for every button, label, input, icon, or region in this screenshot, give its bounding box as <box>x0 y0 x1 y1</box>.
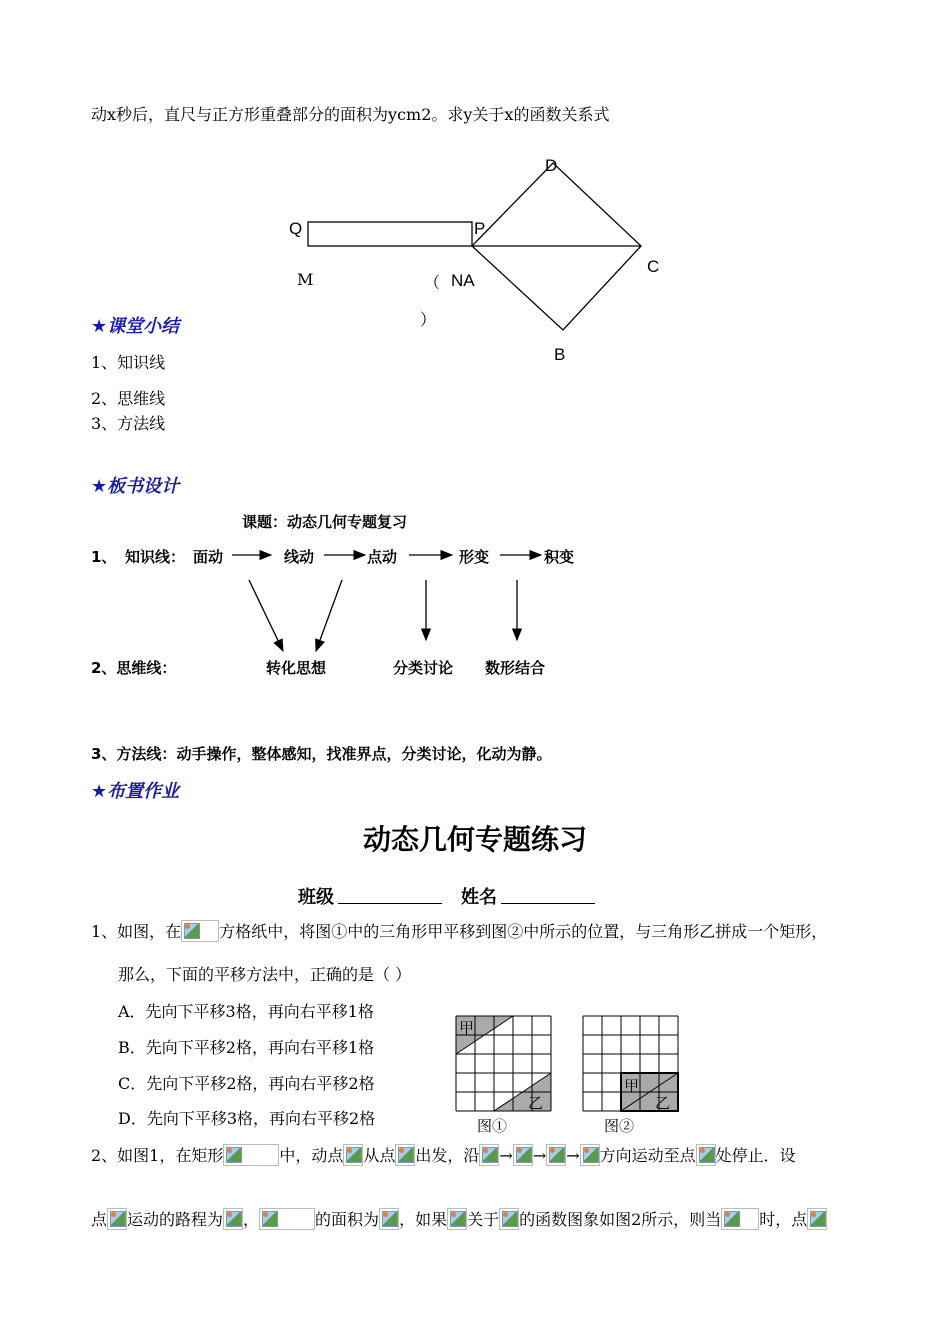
broken-image-icon <box>546 1144 566 1166</box>
class-label: 班级 <box>298 887 334 908</box>
q2-text: 中，动点 <box>279 1146 344 1165</box>
q1-line1 <box>91 919 827 942</box>
board-topic: 课题：动态几何专题复习 <box>242 513 408 531</box>
arrow-glyph: → <box>566 1146 580 1165</box>
q2-text: 方向运动至点 <box>599 1146 696 1165</box>
q2-text: 2、如图1，在矩形 <box>91 1146 224 1165</box>
summary-heading: ★课堂小结 <box>91 316 180 337</box>
board-heading: ★板书设计 <box>91 476 180 497</box>
broken-image-icon <box>696 1144 716 1166</box>
line3-method: 3、方法线：动手操作，整体感知，找准界点，分类讨论，化动为静。 <box>91 745 552 763</box>
broken-image-icon <box>721 1208 759 1230</box>
fig1-caption: 图① <box>477 1117 508 1135</box>
broken-image-icon <box>447 1208 467 1230</box>
paren-open: （ <box>424 273 441 292</box>
label-c: C <box>647 257 660 276</box>
label-jia-2: 甲 <box>624 1077 640 1095</box>
chain-item: 形变 <box>459 548 490 566</box>
option-a: A．先向下平移3格，再向右平移1格 <box>118 1002 374 1021</box>
q2-text: 从点 <box>363 1146 396 1165</box>
down-arrow <box>316 580 342 651</box>
broken-image-icon <box>107 1208 127 1230</box>
q2-text: ，如果 <box>399 1210 448 1229</box>
q2-text: 运动的路程为 <box>127 1210 224 1229</box>
label-na: NA <box>451 271 475 290</box>
q2-text: 时，点 <box>759 1210 808 1229</box>
line1-label: 知识线： <box>125 548 186 566</box>
q2-line2 <box>91 1207 827 1230</box>
chain-item: 线动 <box>284 548 315 566</box>
class-blank[interactable] <box>338 903 442 904</box>
broken-image-icon <box>807 1208 827 1230</box>
summary-item: 2、思维线 <box>91 389 166 408</box>
summary-item: 1、知识线 <box>91 353 166 372</box>
broken-image-icon <box>181 920 219 942</box>
broken-image-icon <box>223 1208 243 1230</box>
q2-text: 点 <box>91 1210 108 1229</box>
q2-text: 的函数图象如图2所示，则当 <box>519 1210 722 1229</box>
q2-text: 处停止．设 <box>715 1146 796 1165</box>
chain-item: 面动 <box>193 548 224 566</box>
broken-image-icon <box>343 1144 363 1166</box>
broken-image-icon <box>223 1144 279 1166</box>
arrow-glyph: → <box>499 1146 513 1165</box>
label-jia: 甲 <box>459 1019 475 1037</box>
q2-text: 关于 <box>467 1210 500 1229</box>
label-p: P <box>474 219 486 238</box>
label-q: Q <box>289 219 303 238</box>
label-b: B <box>554 345 566 364</box>
summary-item: 3、方法线 <box>91 414 166 433</box>
label-m: M <box>297 270 314 289</box>
intro-line: 动x秒后，直尺与正方形重叠部分的面积为ycm2。求y关于x的函数关系式 <box>91 105 610 124</box>
broken-image-icon <box>395 1144 415 1166</box>
line2-label: 2、思维线： <box>91 659 177 677</box>
thinking-item: 转化思想 <box>266 659 327 677</box>
name-label: 姓名 <box>461 887 497 908</box>
chain-item: 点动 <box>367 548 398 566</box>
q2-line1 <box>91 1143 796 1166</box>
practice-title: 动态几何专题练习 <box>362 823 587 856</box>
broken-image-icon <box>580 1144 600 1166</box>
broken-image-icon <box>259 1208 315 1230</box>
down-arrow <box>249 580 283 651</box>
thinking-item: 数形结合 <box>485 659 546 677</box>
chain-item: 积变 <box>544 548 575 566</box>
q2-text: 的面积为 <box>315 1210 380 1229</box>
q1-text: 方格纸中，将图①中的三角形甲平移到图②中所示的位置，与三角形乙拼成一个矩形， <box>219 922 828 941</box>
name-blank[interactable] <box>501 903 595 904</box>
homework-heading: ★布置作业 <box>91 781 180 802</box>
paren-close: ） <box>420 310 437 329</box>
option-b: B．先向下平移2格，再向右平移1格 <box>118 1038 375 1057</box>
line1-prefix: 1、 <box>91 548 117 566</box>
arrow-glyph: → <box>532 1146 547 1165</box>
q2-text: 出发，沿 <box>415 1146 480 1165</box>
broken-image-icon <box>499 1208 519 1230</box>
label-yi-2: 乙 <box>655 1094 671 1112</box>
option-c: C．先向下平移2格，再向右平移2格 <box>118 1074 375 1093</box>
label-yi: 乙 <box>528 1094 544 1112</box>
q1-text: 1、如图，在 <box>91 922 182 941</box>
label-d: D <box>545 156 558 175</box>
broken-image-icon <box>479 1144 499 1166</box>
option-d: D．先向下平移3格，再向右平移2格 <box>118 1109 376 1128</box>
q2-text: ， <box>243 1210 260 1229</box>
fig2-caption: 图② <box>604 1117 635 1135</box>
broken-image-icon <box>513 1144 533 1166</box>
q1-line2: 那么，下面的平移方法中，正确的是（ ） <box>118 965 412 984</box>
thinking-item: 分类讨论 <box>393 659 454 677</box>
broken-image-icon <box>379 1208 399 1230</box>
